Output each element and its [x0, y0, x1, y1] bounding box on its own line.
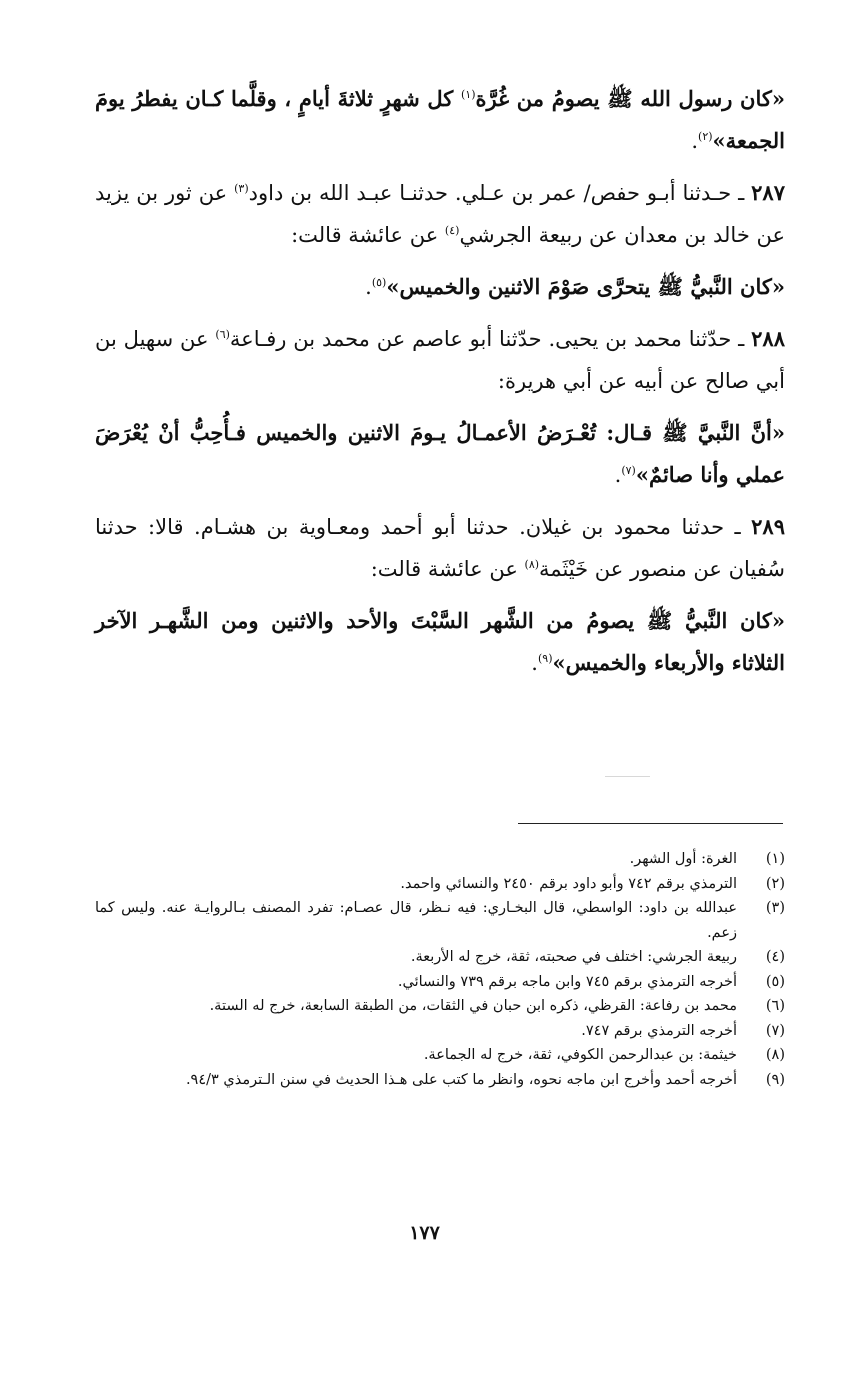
footnote-ref: (٧): [621, 464, 636, 477]
narration-chain: عن ثور بن يزيد عن خالد بن معدان عن ربيعة الجرشي: [95, 181, 785, 247]
narration-chain: .: [614, 463, 622, 487]
narration-chain: ـ حـدثنا أبـو حفص/ عمر بن عـلي. حدثنـا عبـد الله بن داود: [248, 181, 752, 205]
narration-chain: ـ حدّثنا محمد بن يحيى. حدّثنا أبو عاصم عن محمد بن رفـاعة: [229, 327, 752, 351]
footnote-number: (٩): [765, 1071, 785, 1088]
footnote-number: (٤): [765, 949, 785, 965]
footnote-item: [95, 896, 785, 945]
hadith-text: كل شهرٍ ثلاثةَ أيامٍ ، وقلَّما كـان يفطرُ يومَ الجمعة»: [95, 86, 785, 153]
paragraph: [95, 600, 785, 684]
footnote-ref: (٤): [444, 224, 460, 237]
footnote-item: [95, 970, 785, 995]
footnote-item: [95, 945, 785, 970]
footnote-item: [95, 1068, 785, 1093]
paragraph-gap: [95, 496, 785, 506]
hadith-text: «كان النَّبيُّ ﷺ يتحرَّى صَوْمَ الاثنين والخميس»: [386, 274, 785, 299]
footnote-item: [95, 994, 785, 1019]
footnote-item: [95, 847, 785, 872]
hadith-text: «كان النَّبيُّ ﷺ يصومُ من الشَّهر السَّبْتَ والأحد والاثنين ومن الشَّهـر الآخر الثلاثاء والأربعاء والخميس»: [95, 608, 785, 675]
footnote-ref: (١): [460, 88, 476, 101]
footnote-item: [95, 1019, 785, 1044]
paragraph-gap: [95, 256, 785, 266]
footnote-text: أخرجه الترمذي برقم ٧٤٧.: [581, 1022, 737, 1039]
footnote-text: أخرجه أحمد وأخرج ابن ماجه نحوه، وانظر ما كتب على هـذا الحديث في سنن الـترمذي ٩٤/٣.: [185, 1071, 737, 1088]
footnote-ref: (٢): [698, 130, 713, 143]
footnote-ref: (٨): [524, 558, 540, 571]
paragraph: [95, 506, 785, 590]
paragraph: [95, 266, 785, 308]
hadith-number: ٢٨٧: [751, 180, 785, 205]
footnote-number: (٧): [765, 1022, 785, 1039]
hadith-text: «أنَّ النَّبيَّ ﷺ قـال: تُعْـرَضُ الأعمـالُ يـومَ الاثنين والخميس فـأُحِبُّ أنْ يُعْرَضَ عملي وأنا صائمٌ»: [95, 420, 785, 487]
footnote-ref: (٦): [215, 328, 230, 341]
footnote-text: خيثمة: بن عبدالرحمن الكوفي، ثقة، خرج له الجماعة.: [423, 1047, 737, 1063]
main-text: [95, 78, 785, 684]
footnote-number: (٦): [765, 998, 785, 1014]
narration-chain: عن عائشة قالت:: [370, 557, 525, 581]
paragraph: [95, 412, 785, 496]
footnote-number: (١): [765, 851, 785, 867]
narration-chain: .: [691, 129, 699, 153]
footnote-text: الترمذي برقم ٧٤٢ وأبو داود برقم ٢٤٥٠ والنسائي واحمد.: [400, 875, 737, 892]
footnote-item: [95, 1043, 785, 1068]
paragraph-gap: [95, 402, 785, 412]
page-number: ١٧٧: [409, 1222, 440, 1244]
footnote-text: ربيعة الجرشي: اختلف في صحبته، ثقة، خرج له الأربعة.: [410, 949, 737, 965]
paragraph: [95, 318, 785, 402]
narration-chain: .: [531, 651, 538, 675]
paragraph-gap: [95, 162, 785, 172]
paragraph: [95, 78, 785, 162]
footnote-text: محمد بن رفاعة: القرظي، ذكره ابن حبان في الثقات، من الطبقة السابعة، خرج له الستة.: [209, 998, 737, 1014]
footnote-ref: (٩): [537, 652, 553, 665]
faint-mark: [605, 776, 650, 777]
narration-chain: عن عائشة قالت:: [291, 223, 445, 247]
footnote-ref: (٥): [371, 276, 387, 289]
footnote-text: الغرة: أول الشهر.: [629, 851, 737, 867]
paragraph: [95, 172, 785, 256]
narration-chain: ـ حدثنا محمود بن غيلان. حدثنا أبو أحمد ومعـاوية بن هشـام. قالا: حدثنا سُفيان عن منصور عن خَيْثَمة: [95, 515, 785, 581]
narration-chain: .: [365, 275, 372, 299]
footnote-text: عبدالله بن داود: الواسطي، قال البخـاري: فيه نـظر، قال عصـام: تفرد المصنف بـالروايـة عنه. وليس كما زعم.: [95, 900, 737, 941]
narration-chain: عن سهيل بن أبي صالح عن أبيه عن أبي هريرة:: [95, 327, 785, 393]
footnote-number: (٣): [765, 900, 785, 916]
paragraph-gap: [95, 590, 785, 600]
hadith-number: ٢٨٨: [751, 326, 785, 351]
footnote-number: (٢): [765, 875, 785, 892]
footnote-number: (٨): [765, 1047, 785, 1063]
hadith-text: «كان رسول الله ﷺ يصومُ من غُرَّة: [475, 86, 785, 111]
footnote-item: [95, 872, 785, 897]
hadith-number: ٢٨٩: [751, 514, 785, 539]
footnotes: [95, 847, 785, 1092]
paragraph-gap: [95, 308, 785, 318]
footnote-ref: (٣): [234, 182, 249, 195]
footnote-number: (٥): [765, 973, 785, 990]
footnote-text: أخرجه الترمذي برقم ٧٤٥ وابن ماجه برقم ٧٣٩ والنسائي.: [397, 973, 737, 990]
footnote-separator: [518, 823, 783, 824]
